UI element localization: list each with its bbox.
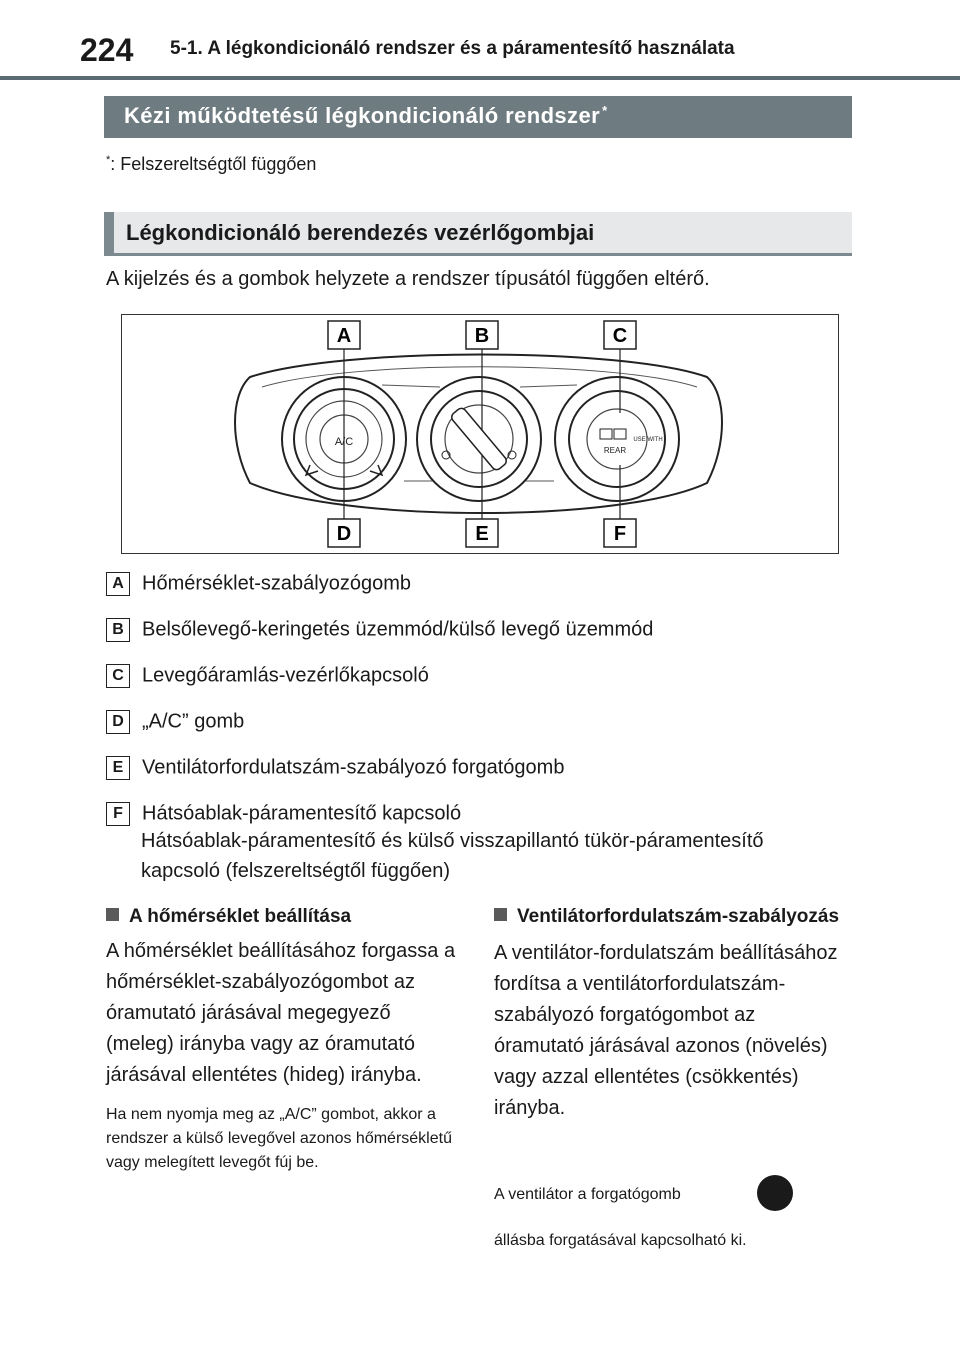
fan-off-note-second: állásba forgatásával kapcsolható ki.	[494, 1232, 747, 1249]
fan-speed-knob	[417, 377, 541, 501]
diagram-label-e: E	[475, 523, 489, 545]
subsection-title: Légkondicionáló berendezés vezérlőgombjai	[126, 220, 595, 245]
fan-off-note-first: A ventilátor a forgatógomb	[494, 1186, 681, 1203]
off-position-dot-icon	[757, 1175, 793, 1211]
section-title: Kézi működtetésű légkondicionáló rendszer	[124, 103, 601, 128]
legend-item-a	[106, 566, 846, 601]
header-rule	[0, 76, 960, 80]
use-with-label: USE WITH	[633, 437, 663, 443]
legend-badge: A	[106, 572, 130, 596]
legend-badge: B	[106, 618, 130, 642]
temperature-heading-text: A hőmérséklet beállítása	[129, 906, 352, 927]
temperature-note: Ha nem nyomja meg az „A/C” gombot, akkor a rendszer a külső levegővel azonos hőmérsékletű vagy melegített levegőt fúj be.	[106, 1106, 452, 1171]
panel-crease-2	[520, 385, 577, 387]
square-bullet-icon	[494, 908, 507, 921]
diagram-label-f: F	[613, 523, 627, 545]
legend-badge: D	[106, 710, 130, 734]
fan-speed-heading-text: Ventilátorfordulatszám-szabályozás	[517, 906, 840, 927]
footnote	[106, 154, 316, 175]
diagram-label-c: C	[612, 325, 628, 347]
legend-item-c	[106, 658, 846, 693]
legend-text: Hátsóablak-páramentesítő kapcsoló	[142, 802, 462, 825]
subsection-banner	[104, 212, 852, 256]
legend-item-b	[106, 612, 846, 647]
legend-item-e	[106, 750, 846, 785]
temperature-heading	[106, 902, 462, 932]
panel-crease-1	[382, 385, 440, 387]
legend-item-d	[106, 704, 846, 739]
square-bullet-icon	[106, 908, 119, 921]
diagram-label-a: A	[336, 325, 352, 347]
section-title-mark: *	[602, 103, 608, 118]
control-panel-illustration	[122, 315, 838, 553]
fan-speed-body: A ventilátor-fordulatszám beállításához fordítsa a ventilátorfordulatszám-szabályozó forgatógombot az óramutató járásával azonos (növelés) vagy azzal ellentétes (csökkentés) irányba.	[494, 942, 838, 1119]
fan-speed-heading	[494, 902, 850, 932]
control-panel-diagram	[121, 314, 839, 554]
diagram-label-b: B	[474, 325, 490, 347]
footnote-text: : Felszereltségtől függően	[110, 154, 317, 174]
legend-text: „A/C” gomb	[142, 710, 245, 733]
temperature-section	[106, 902, 462, 1175]
legend-badge: F	[106, 802, 130, 826]
legend-text: Ventilátorfordulatszám-szabályozó forgatógomb	[142, 756, 565, 779]
section-banner	[104, 96, 852, 138]
legend-badge: C	[106, 664, 130, 688]
temperature-body: A hőmérséklet beállításához forgassa a hőmérséklet-szabályozógombot az óramutató járásával megegyező (meleg) irányba vagy az óramutató járásával ellentétes (hideg) irányba.	[106, 940, 456, 1086]
legend-text: Belsőlevegő-keringetés üzemmód/külső levegő üzemmód	[142, 618, 654, 641]
legend-text: Hőmérséklet-szabályozógomb	[142, 572, 412, 595]
diagram-label-d: D	[336, 523, 352, 545]
legend-text: Levegőáramlás-vezérlőkapcsoló	[142, 664, 429, 687]
ac-button-label: A/C	[334, 436, 354, 448]
chapter-title: 5-1. A légkondicionáló rendszer és a páramentesítő használata	[170, 38, 735, 59]
subsection-accent-bar	[104, 212, 114, 253]
legend-note: Hátsóablak-páramentesítő és külső visszapillantó tükör-páramentesítő kapcsoló (felszereltségtől függően)	[141, 830, 764, 882]
rear-defogger-label: REAR	[603, 446, 627, 455]
legend-badge: E	[106, 756, 130, 780]
intro-text: A kijelzés és a gombok helyzete a rendszer típusától függően eltérő.	[106, 268, 710, 290]
footnote-mark: *	[106, 154, 111, 166]
page-number: 224	[80, 32, 134, 68]
fan-speed-section	[494, 902, 850, 1124]
